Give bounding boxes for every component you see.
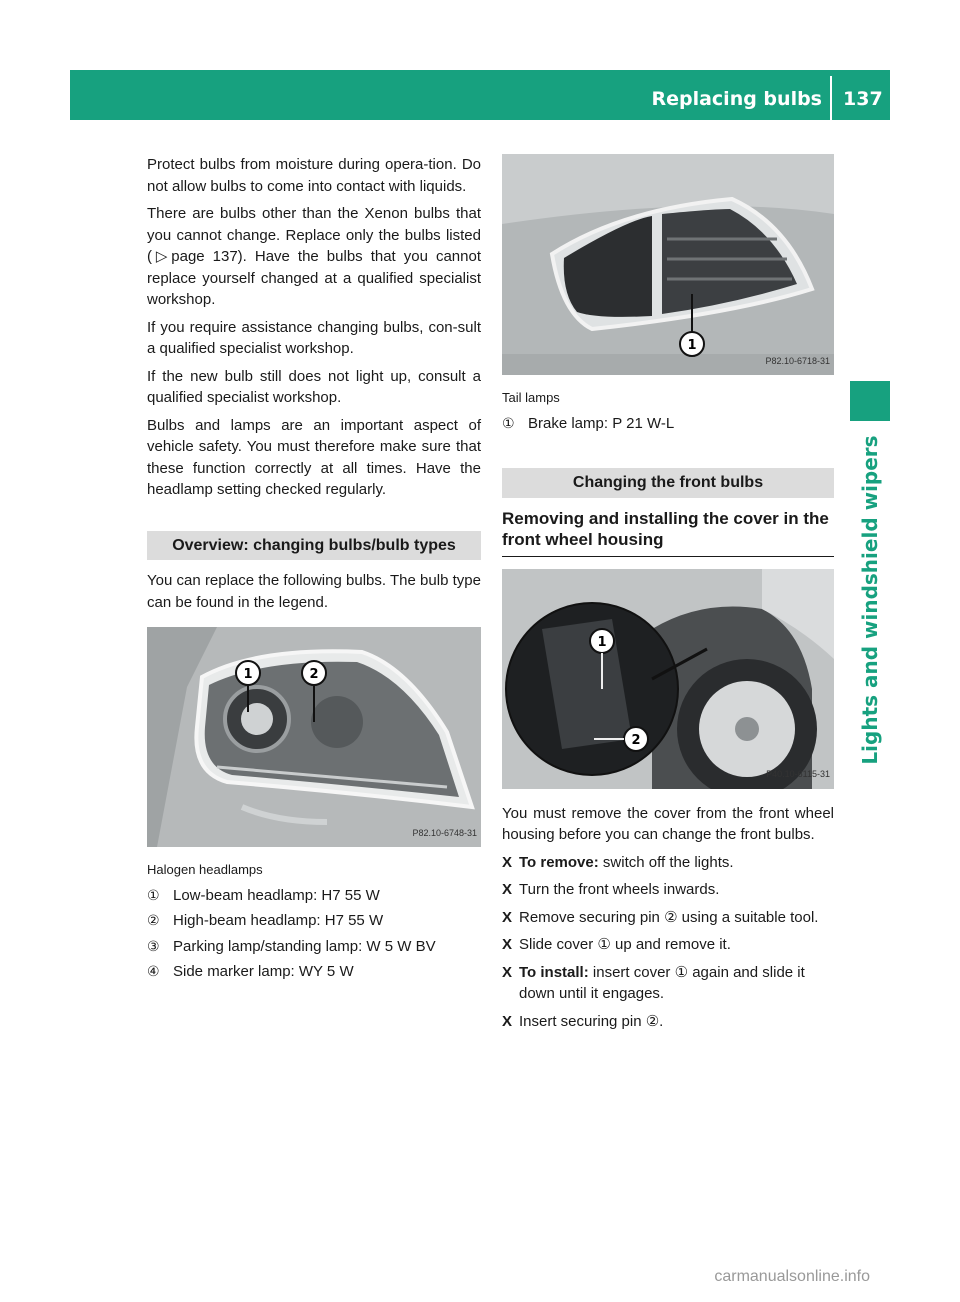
step-text: Slide cover ① up and remove it. <box>519 936 731 953</box>
step-bold: To install: <box>519 963 589 981</box>
step <box>502 1011 834 1033</box>
figure-code: P82.10-6718-31 <box>765 355 830 366</box>
figure-caption: Halogen headlamps <box>147 862 263 877</box>
headlamp-illustration <box>147 627 481 847</box>
legend-number: ② <box>147 912 160 928</box>
step-list <box>502 852 834 1033</box>
legend-text: High-beam headlamp: H7 55 W <box>173 912 384 929</box>
watermark-text: carmanualsonline.info <box>714 1268 870 1285</box>
page-number: 137 <box>843 88 883 110</box>
step-marker: X <box>502 1012 513 1030</box>
chapter-label: Lights and windshield wipers <box>858 435 882 765</box>
step-marker: X <box>502 963 513 981</box>
figure-code: P82.10-6748-31 <box>412 827 477 838</box>
paragraph: If you require assistance changing bulbs, con-sult a qualified specialist workshop. <box>147 318 481 357</box>
legend-text: Brake lamp: P 21 W-L <box>528 414 675 432</box>
step-text: insert cover ① again and slide it down until it engages. <box>519 963 805 1002</box>
legend <box>502 413 834 435</box>
legend <box>147 885 481 983</box>
side-tab-marker <box>850 381 890 421</box>
step-marker: X <box>502 853 513 871</box>
overview-intro: You can replace the following bulbs. The bulb type can be found in the legend. <box>147 572 481 611</box>
legend-number: ① <box>502 414 515 431</box>
step <box>502 934 834 956</box>
svg-text:1: 1 <box>597 634 607 650</box>
legend-text: Parking lamp/standing lamp: W 5 W BV <box>173 937 436 955</box>
legend-number: ③ <box>147 937 160 954</box>
paragraph-text: There are bulbs other than the Xenon bulbs that you cannot change. Replace only the bulbs listed (▷page 137). Have the bulbs that you cannot replace yourself changed at a qualified specialist workshop. <box>147 205 481 308</box>
paragraph: If the new bulb still does not light up, consult a qualified specialist workshop. <box>147 367 481 406</box>
right-column <box>502 154 834 1038</box>
legend-item <box>502 413 834 435</box>
step-marker: X <box>502 908 513 926</box>
legend-item <box>147 910 481 932</box>
step-text: Insert securing pin ②. <box>519 1012 664 1030</box>
svg-text:2: 2 <box>309 667 319 682</box>
step-text: switch off the lights. <box>598 853 734 871</box>
tail-lamp-figure <box>502 154 834 375</box>
header-separator <box>830 76 832 120</box>
wheel-housing-illustration <box>502 569 834 789</box>
legend-text: Side marker lamp: WY 5 W <box>173 963 354 980</box>
figure-code: P40.10-6115-31 <box>766 769 830 779</box>
figure-caption: Tail lamps <box>502 390 560 405</box>
svg-text:1: 1 <box>687 338 697 353</box>
svg-text:1: 1 <box>243 667 253 682</box>
section-heading: Changing the front bulbs <box>502 468 834 498</box>
step-text: Remove securing pin ② using a suitable tool. <box>519 908 819 926</box>
paragraph: Protect bulbs from moisture during opera-tion. Do not allow bulbs to come into contact with liquids. <box>147 156 481 195</box>
wheel-housing-figure <box>502 569 834 789</box>
legend-item <box>147 961 481 983</box>
legend-number: ① <box>147 886 160 903</box>
svg-text:2: 2 <box>631 732 641 748</box>
section-title: Replacing bulbs <box>651 88 822 110</box>
step <box>502 879 834 901</box>
paragraph <box>147 203 481 311</box>
step-marker: X <box>502 881 513 898</box>
step-text: Turn the front wheels inwards. <box>519 881 720 898</box>
step <box>502 907 834 929</box>
paragraph: Bulbs and lamps are an important aspect of vehicle safety. You must therefore make sure that these function correctly at all times. Have the headlamp setting checked regularly. <box>147 416 481 498</box>
step <box>502 962 834 1005</box>
tail-lamp-illustration <box>502 154 834 375</box>
legend-item <box>147 936 481 958</box>
subheading: Removing and installing the cover in the front wheel housing <box>502 508 834 557</box>
section-heading: Overview: changing bulbs/bulb types <box>147 531 481 561</box>
headlamp-figure <box>147 627 481 847</box>
legend-item <box>147 885 481 907</box>
step-bold: To remove: <box>519 853 599 871</box>
step-marker: X <box>502 936 513 953</box>
legend-number: ④ <box>147 963 160 979</box>
legend-text: Low-beam headlamp: H7 55 W <box>173 886 380 904</box>
step <box>502 852 834 874</box>
side-tab-label <box>850 430 890 770</box>
left-column <box>147 154 481 987</box>
intro-paragraph: You must remove the cover from the front wheel housing before you can change the front bulbs. <box>502 804 834 843</box>
